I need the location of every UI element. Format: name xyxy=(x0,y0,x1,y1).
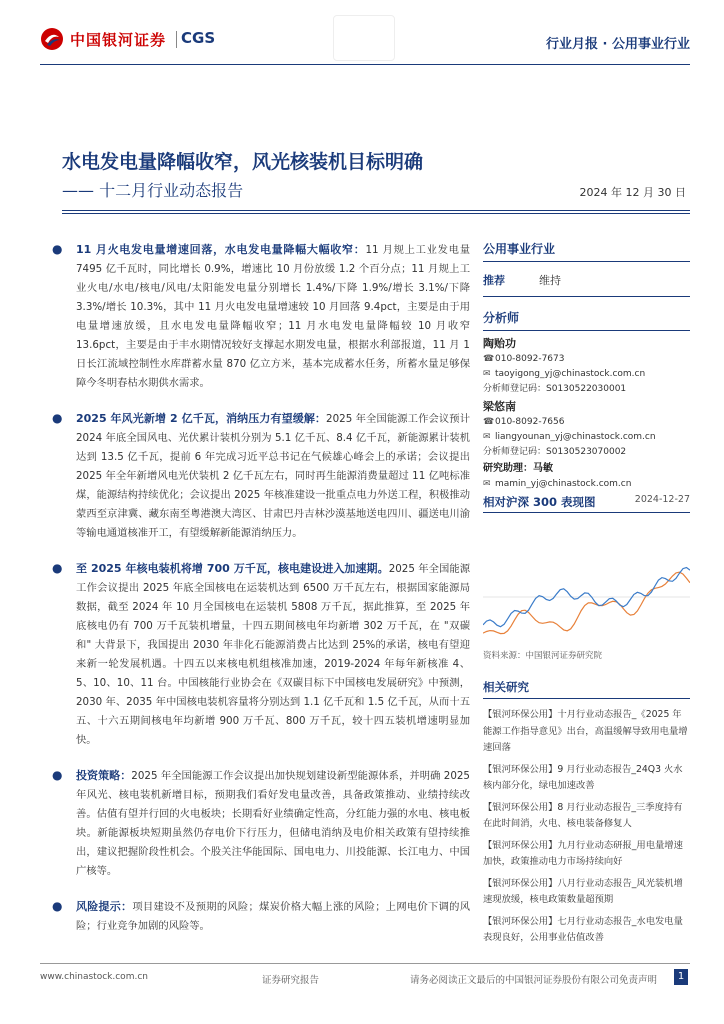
analyst-name: 梁悠南 xyxy=(483,399,516,413)
rating-key: 推荐 xyxy=(483,274,505,287)
footer-label: 证券研究报告 xyxy=(262,975,320,986)
bullet-icon: ● xyxy=(52,899,63,913)
performance-chart xyxy=(483,513,690,643)
related-list xyxy=(483,705,690,950)
bullet-icon: ● xyxy=(52,561,63,575)
related-item[interactable]: 【银河环保公用】8 月行业动态报告_三季度持有在此时间消，火电、核电装备修复人 xyxy=(483,801,683,830)
paragraph-4-heading: 投资策略： xyxy=(76,769,132,782)
footer-divider xyxy=(40,963,690,964)
footer-url[interactable]: www.chinastock.com.cn xyxy=(40,972,148,982)
related-heading: 相关研究 xyxy=(483,679,690,699)
paragraph-2 xyxy=(50,409,470,543)
paragraph-4-text: 2025 年全国能源工作会议提出加快规划建设新型能源体系，并明确 2025 年风光、核电装机新增目标，预期我们看好发电量改善，具备政策推动、业绩持续改善。估值有望并行回的火电板块；长期看好业绩确定性高，分红能力强的水电、核电板块。新能源板块短期虽然仍存电价下行压力，但储电消纳及电价相关政策有望持续推出，建议把握阶段性机会。个股关注华能国际、国电电力、川投能源、长江电力、中国广核等。 xyxy=(76,770,470,877)
analyst-block-2 xyxy=(483,398,690,461)
related-item[interactable]: 【银河环保公用】七月行业动态报告_水电发电量表现良好，公用事业估值改善 xyxy=(483,915,683,944)
phone-icon: ☎ xyxy=(483,354,495,364)
analyst-email[interactable]: taoyigong_yj@chinastock.com.cn xyxy=(495,369,646,380)
series-line-utility xyxy=(483,573,690,635)
email-icon: ✉ xyxy=(483,369,491,380)
paragraph-1 xyxy=(50,240,470,393)
email-icon: ✉ xyxy=(483,431,491,442)
analyst-heading: 分析师 xyxy=(483,309,690,331)
analyst-reg: 分析师登记码：S0130522030001 xyxy=(483,384,627,395)
header-divider xyxy=(40,64,690,65)
paragraph-2-text: 2025 年全国能源工作会议预计 2024 年底全国风电、光伏累计装机分别为 5.1 亿千瓦、8.4 亿千瓦，新能源累计装机达到 13.5 亿千瓦，提前 6 年完成习近平总书记在气候雄心峰会上的承诺；会议提出 2025 年全年新增风电光伏装机 2 亿千瓦左右，同时再生能源消费量超过 11 亿吨标准煤，能源结构持续优化；会议提出 2025 年核准建设一批重点电力外送工程，积极推动蒙西至京津冀、藏东南至粤港澳大湾区、甘肃巴丹吉林沙漠基地送电四川、疆送电川渝等输电通道核准开工，有望缓解新能源消纳压力。 xyxy=(76,413,470,539)
title-rule-2 xyxy=(62,213,690,214)
logo-icon xyxy=(40,27,64,51)
page-subtitle: —— 十二月行业动态报告 xyxy=(62,181,244,200)
logo-text-en: CGS xyxy=(181,29,216,47)
page-number: 1 xyxy=(674,969,688,985)
related-item[interactable]: 【银河环保公用】十月行业动态报告_《2025 年能源工作指导意见》出台，高温缓解导致用电量增速回落 xyxy=(483,709,688,754)
title-rule xyxy=(62,210,690,211)
analyst-reg: 分析师登记码：S0130523070002 xyxy=(483,447,627,458)
paragraph-2-heading: 2025 年风光新增 2 亿千瓦，消纳压力有望缓解： xyxy=(76,412,327,425)
assistant-email[interactable]: mamin_yj@chinastock.com.cn xyxy=(495,479,632,490)
sidebar xyxy=(483,240,690,950)
paragraph-5-text: 项目建设不及预期的风险；煤炭价格大幅上涨的风险；上网电价下调的风险；行业竞争加剧的风险等。 xyxy=(76,901,471,932)
main-content xyxy=(50,240,470,952)
chart-title: 相对沪深 300 表现图 xyxy=(483,495,596,510)
analyst-phone: 010-8092-7673 xyxy=(495,354,565,364)
analyst-email[interactable]: liangyounan_yj@chinastock.com.cn xyxy=(495,431,656,442)
bullet-icon: ● xyxy=(52,242,63,256)
paragraph-3-heading: 至 2025 年核电装机将增 700 万千瓦，核电建设进入加速期。 xyxy=(76,562,389,575)
assistant-label: 研究助理：马敏 xyxy=(483,463,553,475)
paragraph-4 xyxy=(50,766,470,881)
report-date: 2024 年 12 月 30 日 xyxy=(579,186,686,199)
paragraph-1-text: 11 月规上工业发电量 7495 亿千瓦时，同比增长 0.9%，增速比 10 月份放缓 1.2 个百分点；11 月规上工业火电/水电/核电/风电/太阳能发电量分别增长 1.4%/下降 1.9%/增长 3.1%/下降 3.3%/增长 10.3%，其中 11 月火电发电量增速较 10 月回落 9.4pct，主要是由于用电量增速放缓，且水电发电量降幅收窄；11 月水电发电量降幅较 10 月收窄 13.6pct，主要是由于丰水期情况较好支撑起水期发电量，根据水利部报道，11 月 1 日长江流域控制性水库群蓄水量 870 亿立方米，基本完成蓄水任务，所蓄水量足够保障今冬明春枯水期供水需求。 xyxy=(76,244,470,389)
related-item[interactable]: 【银河环保公用】八月行业动态报告_风光装机增速现放缓，核电政策数量超预期 xyxy=(483,877,683,906)
report-type: 行业月报 · 公用事业行业 xyxy=(546,37,690,52)
email-icon: ✉ xyxy=(483,479,491,490)
analyst-name: 陶贻功 xyxy=(483,337,516,350)
phone-icon: ☎ xyxy=(483,416,495,427)
related-item[interactable]: 【银河环保公用】9 月行业动态报告_24Q3 火水核内部分化，绿电加速改善 xyxy=(483,763,683,792)
rating-row xyxy=(483,270,690,297)
rating-value: 维持 xyxy=(539,274,561,287)
bullet-icon: ● xyxy=(52,768,63,782)
logo-divider xyxy=(176,31,177,48)
industry-label: 公用事业行业 xyxy=(483,240,690,262)
paragraph-3 xyxy=(50,559,470,750)
analyst-phone: 010-8092-7656 xyxy=(495,416,565,427)
chart-date: 2024-12-27 xyxy=(634,494,690,506)
chart-header xyxy=(483,494,690,513)
related-item[interactable]: 【银河环保公用】九月行业动态研报_用电量增速加快，政策推动电力市场持续向好 xyxy=(483,839,683,868)
page-title: 水电发电量降幅收窄，风光核装机目标明确 xyxy=(62,151,424,173)
paragraph-1-heading: 11 月火电发电量增速回落，水电发电量降幅大幅收窄： xyxy=(76,243,366,256)
bullet-icon: ● xyxy=(52,411,63,425)
logo-text-cn: 中国银河证券 xyxy=(70,31,167,49)
assistant-block xyxy=(483,460,690,492)
paragraph-3-text: 2025 年全国能源工作会议提出 2025 年底全国核电在运装机达到 6500 万千瓦左右，根据国家能源局数据，截至 2024 年 10 月全国核电在运装机 5808 万千瓦，据此推算，至 2025 年底核电仍有 700 万千瓦装机增量，十四五期间核电年均新增 302 万千瓦，在 "双碳和" 大背景下，我国提出 2030 年非化石能源消费占比达到 25%的承诺，核电有望迎来新一轮发展机遇。十四五以来核电机组核准加速，2019-2024 年每年新核准 4、5、10、10、11 台。中国核能行业协会在《双碳目标下中国核电发展研究》中预测，2030 年、2035 年中国核电装机容量将分别达到 1.1 亿千瓦和 1.5 亿千瓦，从而十五五、十六五期间核电年均新增 900 万千瓦、800 万千瓦，较十四五装机增速明显加快。 xyxy=(76,563,470,746)
paragraph-5 xyxy=(50,897,470,936)
chart-source: 资料来源：中国银河证券研究院 xyxy=(483,651,603,662)
footer-disclaimer: 请务必阅读正文最后的中国银河证券股份有限公司免责声明 xyxy=(410,975,658,986)
watermark-logo xyxy=(333,15,395,61)
paragraph-5-heading: 风险提示： xyxy=(76,900,133,913)
analyst-block-1 xyxy=(483,335,690,398)
